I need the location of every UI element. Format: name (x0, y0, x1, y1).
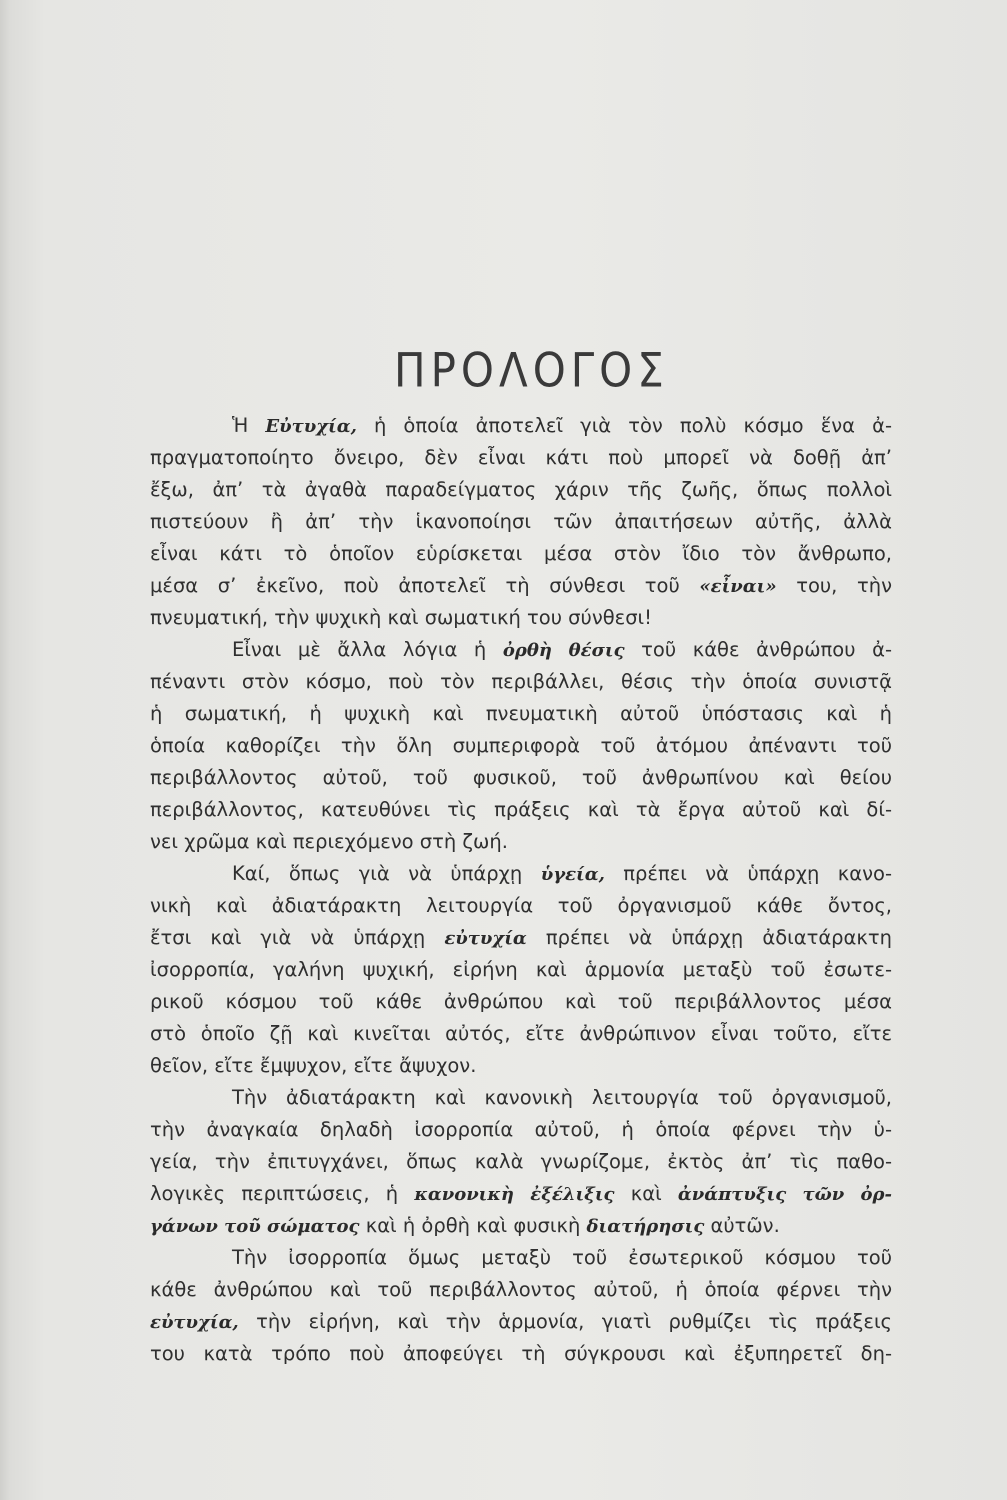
text-line (150, 730, 892, 762)
paragraph (150, 410, 892, 634)
text-line (150, 602, 892, 634)
emphasis-run: εὐτυχία (444, 928, 527, 949)
text-run: περιβάλλοντος αὐτοῦ, τοῦ φυσικοῦ, τοῦ ἀνθρωπίνου καὶ θείου (150, 766, 892, 789)
text-line (150, 570, 892, 602)
text-run: λογικὲς περιπτώσεις, ἡ (150, 1182, 415, 1205)
text-line (150, 1178, 892, 1210)
emphasis-run: «εἶναι» (699, 576, 777, 597)
text-line (150, 506, 892, 538)
text-run: πιστεύουν ἢ ἀπ’ τὴν ἱκανοποίησι τῶν ἀπαιτήσεων αὐτῆς, ἀλλὰ (150, 510, 892, 533)
text-line (150, 1274, 892, 1306)
text-line (150, 1050, 892, 1082)
paragraph (150, 634, 892, 858)
text-run: Εἶναι μὲ ἄλλα λόγια ἡ (232, 638, 503, 661)
text-line (150, 634, 892, 666)
text-line (150, 1306, 892, 1338)
paragraph (150, 1242, 892, 1370)
text-line (150, 1082, 892, 1114)
emphasis-run: γάνων τοῦ σώματος (150, 1216, 360, 1237)
text-run: πρέπει νὰ ὑπάρχῃ ἀδιατάρακτη (526, 926, 892, 949)
paragraph (150, 1082, 892, 1242)
text-run: ὁποία καθορίζει τὴν ὅλη συμπεριφορὰ τοῦ ἀτόμου ἀπέναντι τοῦ (150, 734, 892, 757)
text-run: Τὴν ἰσορροπία ὅμως μεταξὺ τοῦ ἐσωτερικοῦ κόσμου τοῦ (232, 1246, 892, 1269)
text-run: του, τὴν (776, 574, 892, 597)
text-line (150, 1338, 892, 1370)
text-run: νικὴ καὶ ἀδιατάρακτη λειτουργία τοῦ ὀργανισμοῦ κάθε ὄντος, (150, 894, 892, 917)
body-text (150, 410, 892, 1370)
text-run: του κατὰ τρόπο ποὺ ἀποφεύγει τὴ σύγκρουσι καὶ ἐξυπηρετεῖ δη- (150, 1342, 892, 1365)
text-line (150, 1242, 892, 1274)
text-line (150, 666, 892, 698)
text-line (150, 538, 892, 570)
emphasis-run: ὑγεία, (540, 864, 605, 885)
paragraph (150, 858, 892, 1082)
text-run: περιβάλλοντος, κατευθύνει τὶς πράξεις καὶ τὰ ἔργα αὐτοῦ καὶ δί- (150, 798, 892, 821)
text-run: καὶ (614, 1182, 678, 1205)
text-line (150, 986, 892, 1018)
text-run: πρέπει νὰ ὑπάρχῃ κανο- (604, 862, 892, 885)
text-line (150, 762, 892, 794)
text-line (150, 890, 892, 922)
text-run: Τὴν ἀδιατάρακτη καὶ κανονικὴ λειτουργία τοῦ ὀργανισμοῦ, (232, 1086, 892, 1109)
emphasis-run: ἀνάπτυξις τῶν ὀρ- (677, 1184, 892, 1205)
text-line (150, 858, 892, 890)
text-run: τὴν ἀναγκαία δηλαδὴ ἰσορροπία αὐτοῦ, ἡ ὁποία φέρνει τὴν ὑ- (150, 1118, 892, 1141)
text-line (150, 698, 892, 730)
text-line (150, 1018, 892, 1050)
emphasis-run: ὀρθὴ θέσις (502, 640, 625, 661)
text-run: τὴν εἰρήνη, καὶ τὴν ἁρμονία, γιατὶ ρυθμίζει τὶς πράξεις (238, 1310, 892, 1333)
text-run: ἡ σωματική, ἡ ψυχικὴ καὶ πνευματικὴ αὐτοῦ ὑπόστασις καὶ ἡ (150, 702, 892, 725)
text-run: θεῖον, εἴτε ἔμψυχον, εἴτε ἄψυχον. (150, 1054, 477, 1077)
text-run: ἔτσι καὶ γιὰ νὰ ὑπάρχῃ (150, 926, 445, 949)
text-run: στὸ ὁποῖο ζῇ καὶ κινεῖται αὐτός, εἴτε ἀνθρώπινον εἶναι τοῦτο, εἴτε (150, 1022, 892, 1045)
text-line (150, 954, 892, 986)
text-line (150, 442, 892, 474)
text-run: καὶ ἡ ὀρθὴ καὶ φυσικὴ (359, 1214, 587, 1237)
emphasis-run: εὐτυχία, (150, 1312, 239, 1333)
text-line (150, 410, 892, 442)
text-run: ρικοῦ κόσμου τοῦ κάθε ἀνθρώπου καὶ τοῦ περιβάλλοντος μέσα (150, 990, 892, 1013)
text-run: τοῦ κάθε ἀνθρώπου ἀ- (624, 638, 892, 661)
page-title: ΠΡΟΛΟΓΟΣ (394, 343, 669, 398)
text-line (150, 1146, 892, 1178)
emphasis-run: διατήρησις (586, 1216, 705, 1237)
text-run: πνευματική, τὴν ψυχικὴ καὶ σωματική του σύνθεσι! (150, 606, 652, 629)
text-run: εἶναι κάτι τὸ ὁποῖον εὑρίσκεται μέσα στὸν ἴδιο τὸν ἄνθρωπο, (150, 542, 892, 565)
text-line (150, 794, 892, 826)
text-run: αὐτῶν. (704, 1214, 780, 1237)
text-run: Ἡ (232, 414, 266, 437)
text-line (150, 826, 892, 858)
text-run: πραγματοποίητο ὄνειρο, δὲν εἶναι κάτι ποὺ μπορεῖ νὰ δοθῇ ἀπ’ (150, 446, 892, 469)
text-run: πέναντι στὸν κόσμο, ποὺ τὸν περιβάλλει, θέσις τὴν ὁποία συνιστᾷ (150, 670, 892, 693)
text-line (150, 922, 892, 954)
emphasis-run: Εὐτυχία, (265, 416, 357, 437)
text-run: γεία, τὴν ἐπιτυγχάνει, ὅπως καλὰ γνωρίζομε, ἐκτὸς ἀπ’ τὶς παθο- (150, 1150, 892, 1173)
text-run: Καί, ὅπως γιὰ νὰ ὑπάρχῃ (232, 862, 541, 885)
text-line (150, 474, 892, 506)
text-run: ἔξω, ἀπ’ τὰ ἀγαθὰ παραδείγματος χάριν τῆς ζωῆς, ὅπως πολλοὶ (150, 478, 892, 501)
text-run: κάθε ἀνθρώπου καὶ τοῦ περιβάλλοντος αὐτοῦ, ἡ ὁποία φέρνει τὴν (150, 1278, 892, 1301)
text-run: μέσα σ’ ἐκεῖνο, ποὺ ἀποτελεῖ τὴ σύνθεσι τοῦ (150, 574, 700, 597)
text-line (150, 1114, 892, 1146)
text-run: νει χρῶμα καὶ περιεχόμενο στὴ ζωή. (150, 830, 508, 853)
text-run: ἰσορροπία, γαλήνη ψυχική, εἰρήνη καὶ ἁρμονία μεταξὺ τοῦ ἐσωτε- (150, 958, 892, 981)
text-run: ἡ ὁποία ἀποτελεῖ γιὰ τὸν πολὺ κόσμο ἕνα ἀ- (356, 414, 892, 437)
text-line (150, 1210, 892, 1242)
emphasis-run: κανονικὴ ἐξέλιξις (414, 1184, 615, 1205)
